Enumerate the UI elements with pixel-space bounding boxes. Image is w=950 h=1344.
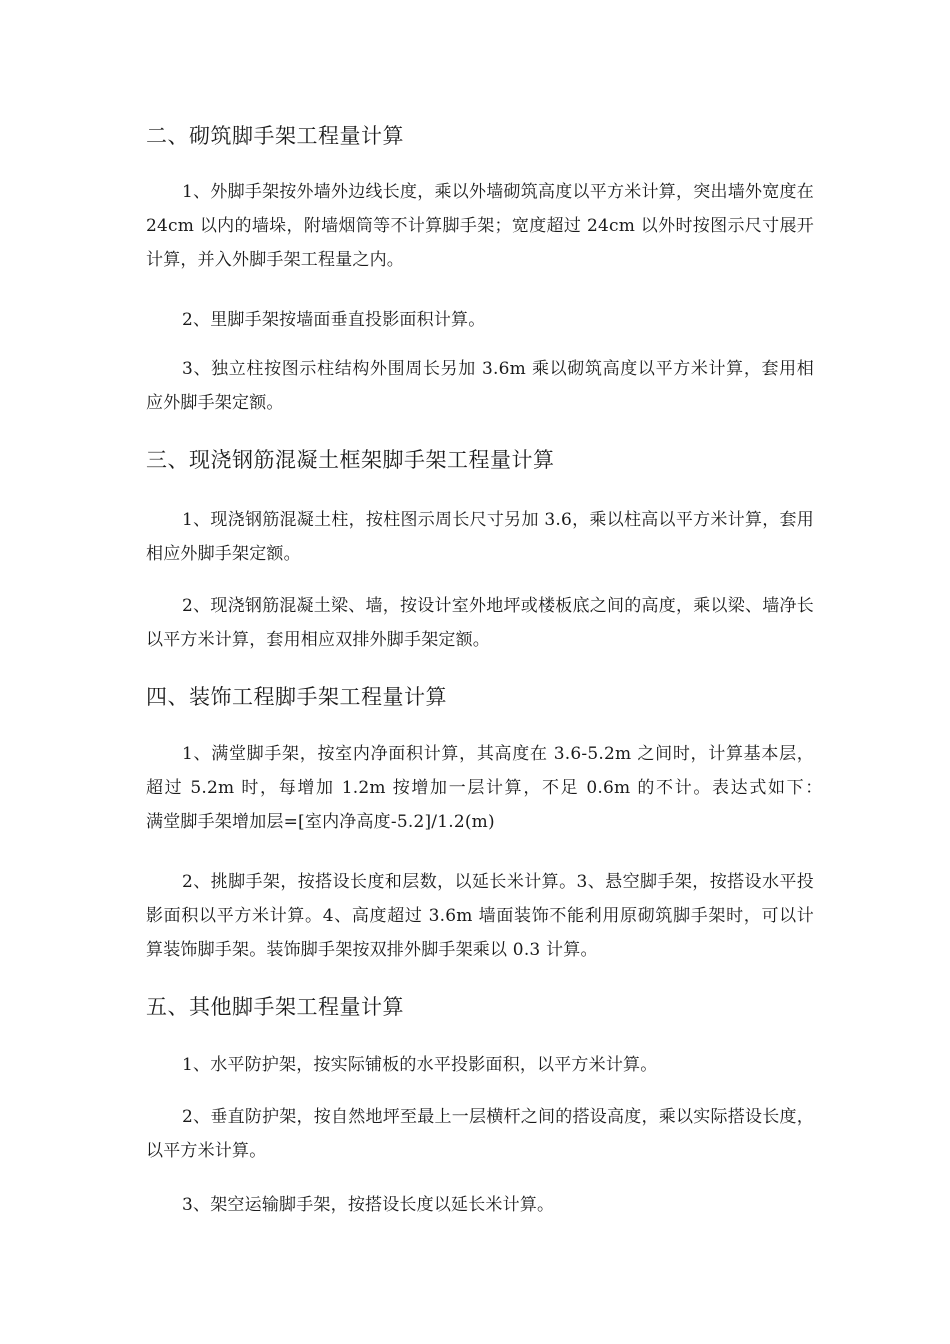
paragraph: 2、里脚手架按墙面垂直投影面积计算。 bbox=[182, 310, 486, 330]
paragraph: 3、独立柱按图示柱结构外围周长另加 3.6m 乘以砌筑高度以平方米计算，套用相应外脚手架定额。 bbox=[146, 359, 814, 413]
paragraph: 1、外脚手架按外墙外边线长度，乘以外墙砌筑高度以平方米计算，突出墙外宽度在 24cm 以内的墙垛，附墙烟筒等不计算脚手架；宽度超过 24cm 以外时按图示尺寸展开计算，并入外脚手架工程量之内。 bbox=[146, 182, 814, 270]
paragraph: 3、架空运输脚手架，按搭设长度以延长米计算。 bbox=[182, 1195, 555, 1215]
paragraph: 2、现浇钢筋混凝土梁、墙，按设计室外地坪或楼板底之间的高度，乘以梁、墙净长以平方米计算，套用相应双排外脚手架定额。 bbox=[146, 596, 814, 650]
paragraph: 2、挑脚手架，按搭设长度和层数，以延长米计算。3、悬空脚手架，按搭设水平投影面积以平方米计算。4、高度超过 3.6m 墙面装饰不能利用原砌筑脚手架时，可以计算装饰脚手架。装饰脚手架按双排外脚手架乘以 0.3 计算。 bbox=[146, 872, 814, 960]
paragraph: 2、垂直防护架，按自然地坪至最上一层横杆之间的搭设高度，乘以实际搭设长度，以平方米计算。 bbox=[146, 1107, 814, 1161]
paragraph: 1、现浇钢筋混凝土柱，按柱图示周长尺寸另加 3.6，乘以柱高以平方米计算，套用相应外脚手架定额。 bbox=[146, 510, 814, 564]
section-heading-concrete-frame: 三、现浇钢筋混凝土框架脚手架工程量计算 bbox=[146, 448, 555, 472]
paragraph: 1、水平防护架，按实际铺板的水平投影面积，以平方米计算。 bbox=[182, 1055, 658, 1075]
paragraph: 1、满堂脚手架，按室内净面积计算，其高度在 3.6-5.2m 之间时，计算基本层，超过 5.2m 时，每增加 1.2m 按增加一层计算，不足 0.6m 的不计。表达式如下： 满堂脚手架增加层=[室内净高度-5.2]/1.2(m) bbox=[146, 744, 849, 832]
section-heading-masonry: 二、砌筑脚手架工程量计算 bbox=[146, 124, 404, 148]
section-heading-decoration: 四、装饰工程脚手架工程量计算 bbox=[146, 685, 447, 709]
section-heading-other: 五、其他脚手架工程量计算 bbox=[146, 995, 404, 1019]
